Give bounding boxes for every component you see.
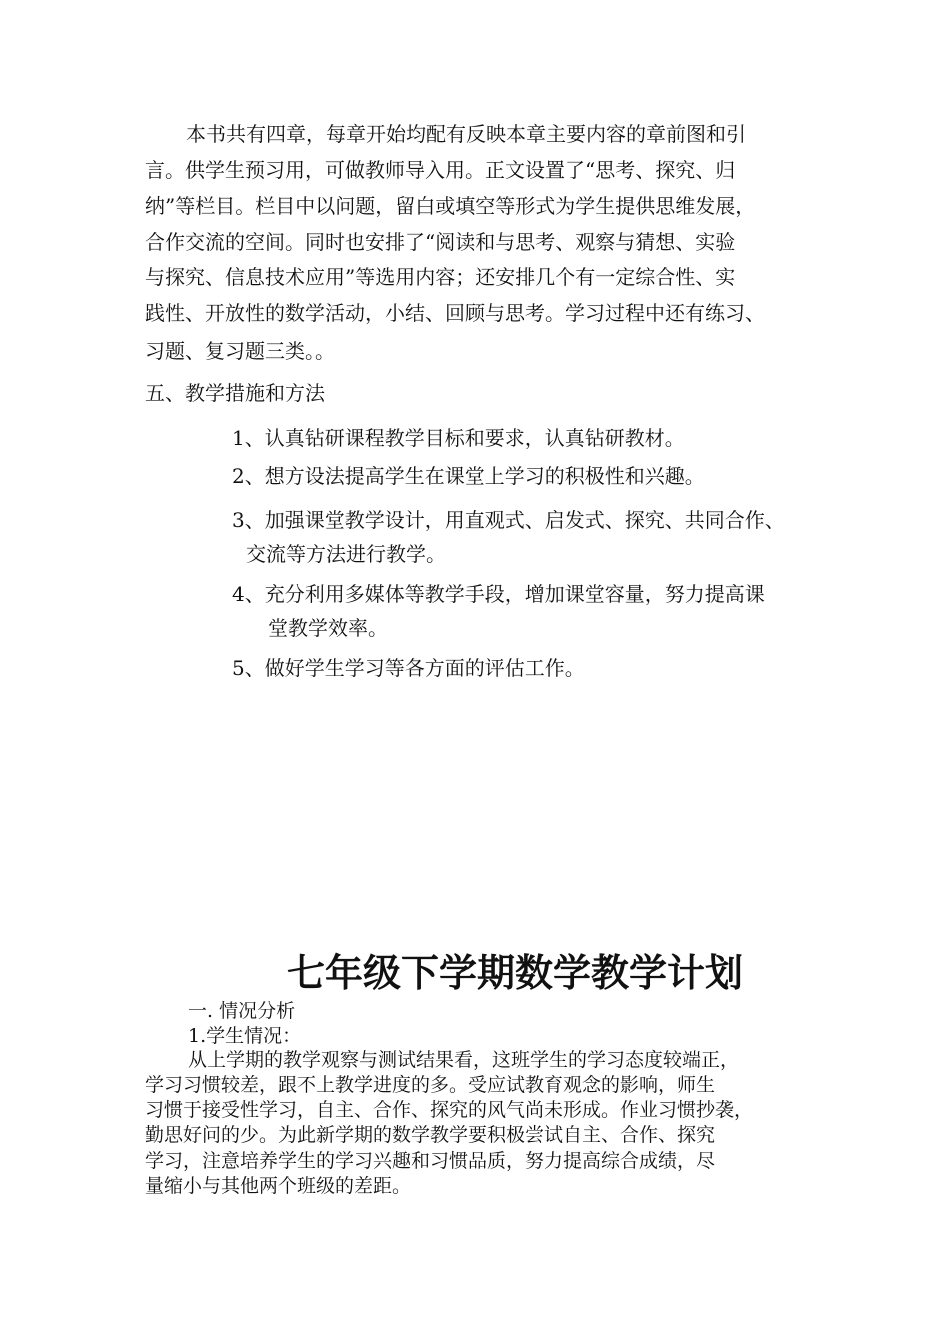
subsection-heading: 1.学生情况： [188, 1025, 302, 1047]
page-title: 七年级下学期数学教学计划 [286, 951, 743, 995]
paragraph-line: 勤思好问的少。为此新学期的数学教学要积极尝试自主、合作、探究 [145, 1124, 716, 1146]
intro-line: 合作交流的空间。同时也安排了“阅读和与思考、观察与猜想、实验 [145, 230, 736, 254]
list-item: 4、充分利用多媒体等教学手段，增加课堂容量，努力提高课 [232, 582, 765, 606]
paragraph-line: 量缩小与其他两个班级的差距。 [145, 1175, 412, 1197]
paragraph-line: 学习习惯较差，跟不上教学进度的多。受应试教育观念的影响，师生 [145, 1074, 716, 1096]
intro-line: 本书共有四章，每章开始均配有反映本章主要内容的章前图和引 [186, 122, 746, 146]
paragraph-line: 学习，注意培养学生的学习兴趣和习惯品质，努力提高综合成绩，尽 [145, 1150, 716, 1172]
list-item: 5、做好学生学习等各方面的评估工作。 [232, 656, 585, 680]
list-item-continuation: 交流等方法进行教学。 [246, 542, 446, 566]
section1-heading: 一. 情况分析 [188, 1000, 296, 1022]
list-item: 1、认真钻研课程教学目标和要求，认真钻研教材。 [232, 426, 685, 450]
intro-line: 践性、开放性的数学活动，小结、回顾与思考。学习过程中还有练习、 [145, 301, 765, 325]
list-item-continuation: 堂教学效率。 [268, 616, 388, 640]
intro-line: 与探究、信息技术应用”等选用内容；还安排几个有一定综合性、实 [145, 265, 736, 289]
intro-line: 习题、复习题三类。。 [145, 339, 335, 363]
paragraph-line: 习惯于接受性学习，自主、合作、探究的风气尚未形成。作业习惯抄袭， [145, 1099, 754, 1121]
section5-heading: 五、教学措施和方法 [145, 381, 325, 405]
intro-line: 言。供学生预习用，可做教师导入用。正文设置了“思考、探究、归 [145, 158, 736, 182]
intro-line: 纳”等栏目。栏目中以问题，留白或填空等形式为学生提供思维发展， [145, 194, 756, 218]
list-item: 3、加强课堂教学设计，用直观式、启发式、探究、共同合作、 [232, 508, 785, 532]
paragraph-line: 从上学期的教学观察与测试结果看，这班学生的学习态度较端正， [188, 1049, 740, 1071]
list-item: 2、想方设法提高学生在课堂上学习的积极性和兴趣。 [232, 464, 705, 488]
